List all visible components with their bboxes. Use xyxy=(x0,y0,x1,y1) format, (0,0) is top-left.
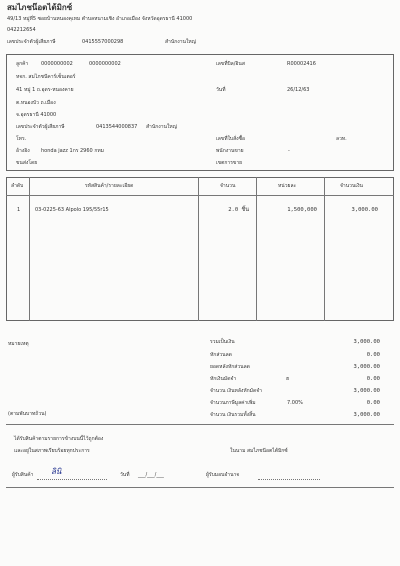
sales-label: พนักงานขาย xyxy=(216,148,244,154)
vat-value: 0.00 xyxy=(366,400,380,406)
table-col-divider xyxy=(324,177,325,321)
doc-number-label: เลขที่บิล/อินส xyxy=(216,61,245,67)
after-deposit-label: จำนวน เงินหลังหักมัดจำ xyxy=(210,388,262,394)
doc-number: R00002416 xyxy=(287,61,316,67)
after-discount-value: 3,000.00 xyxy=(353,364,380,370)
deposit-value: 0.00 xyxy=(366,376,380,382)
receiver-signature-line xyxy=(37,479,107,480)
doc-date: 26/12/63 xyxy=(287,87,310,93)
receiver-signature: ลินิ xyxy=(51,467,62,476)
customer-tax-id: 0413544000837 xyxy=(96,124,138,130)
total-label: รวมเป็นเงิน xyxy=(210,339,235,345)
company-branch: สำนักงานใหญ่ xyxy=(165,39,196,45)
customer-address-1: 41 หมู่ 1 ถ.อุดร-หนองคาย xyxy=(16,87,74,93)
customer-branch: สำนักงานใหญ่ xyxy=(146,124,177,130)
company-phone: 042212654 xyxy=(7,27,36,33)
table-col-divider xyxy=(198,177,199,321)
customer-tax-label: เลขประจำตัวผู้เสียภาษี xyxy=(16,124,65,130)
totals-divider xyxy=(6,424,394,425)
company-name: สมไภชน๊อตไต้มิกซ์ xyxy=(7,3,73,12)
customer-ref-label: อ้างอิง xyxy=(16,148,30,154)
received-text-2: และอยู่ในสภาพเรียบร้อยทุกประการ xyxy=(14,448,90,454)
grand-total-label: จำนวน เงินรวมทั้งสิ้น xyxy=(210,412,256,418)
customer-code: 0000000002 xyxy=(41,61,73,67)
company-tax-id: 0415557000298 xyxy=(82,39,124,45)
footer-divider xyxy=(6,487,394,488)
sales-area-label: เขตการขาย xyxy=(216,160,243,166)
term-label: ลวท. xyxy=(336,136,347,142)
vat-label: จำนวนภาษีมูลค่าเพิ่ม xyxy=(210,400,256,406)
authorized-label: ผู้รับมอบอำนาจ xyxy=(206,472,240,478)
deposit-label: หักเงินมัดจำ xyxy=(210,376,237,382)
customer-address-3: จ.อุดรธานี 41000 xyxy=(16,112,57,118)
row-qty: 2.0 ชิ้น xyxy=(228,207,249,213)
company-tax-label: เลขประจำตัวผู้เสียภาษี xyxy=(7,39,56,45)
table-header-unit-price: หน่วยละ xyxy=(278,183,297,189)
received-text-1: ได้รับสินค้าตามรายการข้างบนนี้ไว้ถูกต้อง xyxy=(14,436,104,442)
table-header-qty: จำนวน xyxy=(220,183,236,189)
receive-date-blank: ___/___/___ xyxy=(138,472,164,478)
row-description: 03-0225-63 Alpolo 195/55r15 xyxy=(35,207,109,213)
customer-code-2: 0000000002 xyxy=(89,61,121,67)
row-no: 1 xyxy=(17,207,21,213)
table-col-divider xyxy=(29,177,30,321)
po-label: เลขที่ใบสั่งซื้อ xyxy=(216,136,245,142)
customer-phone-label: โทร. xyxy=(16,136,27,142)
customer-address-2: ต.หนองบัว ถ.เมือง xyxy=(16,100,56,106)
customer-ref: honda jazz 1กร 2960 กทม xyxy=(41,148,104,154)
table-col-divider xyxy=(256,177,257,321)
discount-label: หักส่วนลด xyxy=(210,352,232,358)
remark-label: หมายเหตุ xyxy=(8,341,29,347)
after-deposit-value: 3,000.00 xyxy=(353,388,380,394)
receiver-label: ผู้รับสินค้า xyxy=(12,472,34,478)
table-header-divider xyxy=(6,195,394,196)
company-signature-line: ในนาม สมไภชน๊อตไต้มิกซ์ xyxy=(230,448,288,454)
receive-date-label: วันที่ xyxy=(120,472,130,478)
customer-ship-label: ขนส่งโดย xyxy=(16,160,38,166)
table-header-description: รหัสสินค้า/รายละเอียด xyxy=(85,183,134,189)
company-address: 49/13 หมู่ที่5 ซอยบ้านหนองคุเหม ตำบลหนามเชิง อำเภอเมือง จังหวัดอุดรธานี 41000 xyxy=(7,16,193,22)
grand-total-value: 3,000.00 xyxy=(353,412,380,418)
total-value: 3,000.00 xyxy=(353,339,380,345)
amount-in-words: (ตามพันบาทถ้วน) xyxy=(8,411,47,417)
table-header-no: ลำดับ xyxy=(11,183,24,189)
items-table xyxy=(6,177,394,321)
discount-value: 0.00 xyxy=(366,352,380,358)
customer-code-label: ลูกค้า xyxy=(16,61,29,67)
sales-value: - xyxy=(288,148,290,154)
vat-rate: 7.00% xyxy=(287,400,303,406)
deposit-mark: ฮ xyxy=(286,376,290,382)
authorized-signature-line xyxy=(258,479,320,480)
doc-date-label: วันที่ xyxy=(216,87,226,93)
row-amount: 3,000.00 xyxy=(351,207,378,213)
row-unit-price: 1,500,000 xyxy=(287,207,317,213)
after-discount-label: ยอดหลังหักส่วนลด xyxy=(210,364,250,370)
customer-name: หจก. สมไภชน๊คาร์เซ็นเตอร์ xyxy=(16,74,76,80)
table-header-amount: จำนวนเงิน xyxy=(340,183,363,189)
